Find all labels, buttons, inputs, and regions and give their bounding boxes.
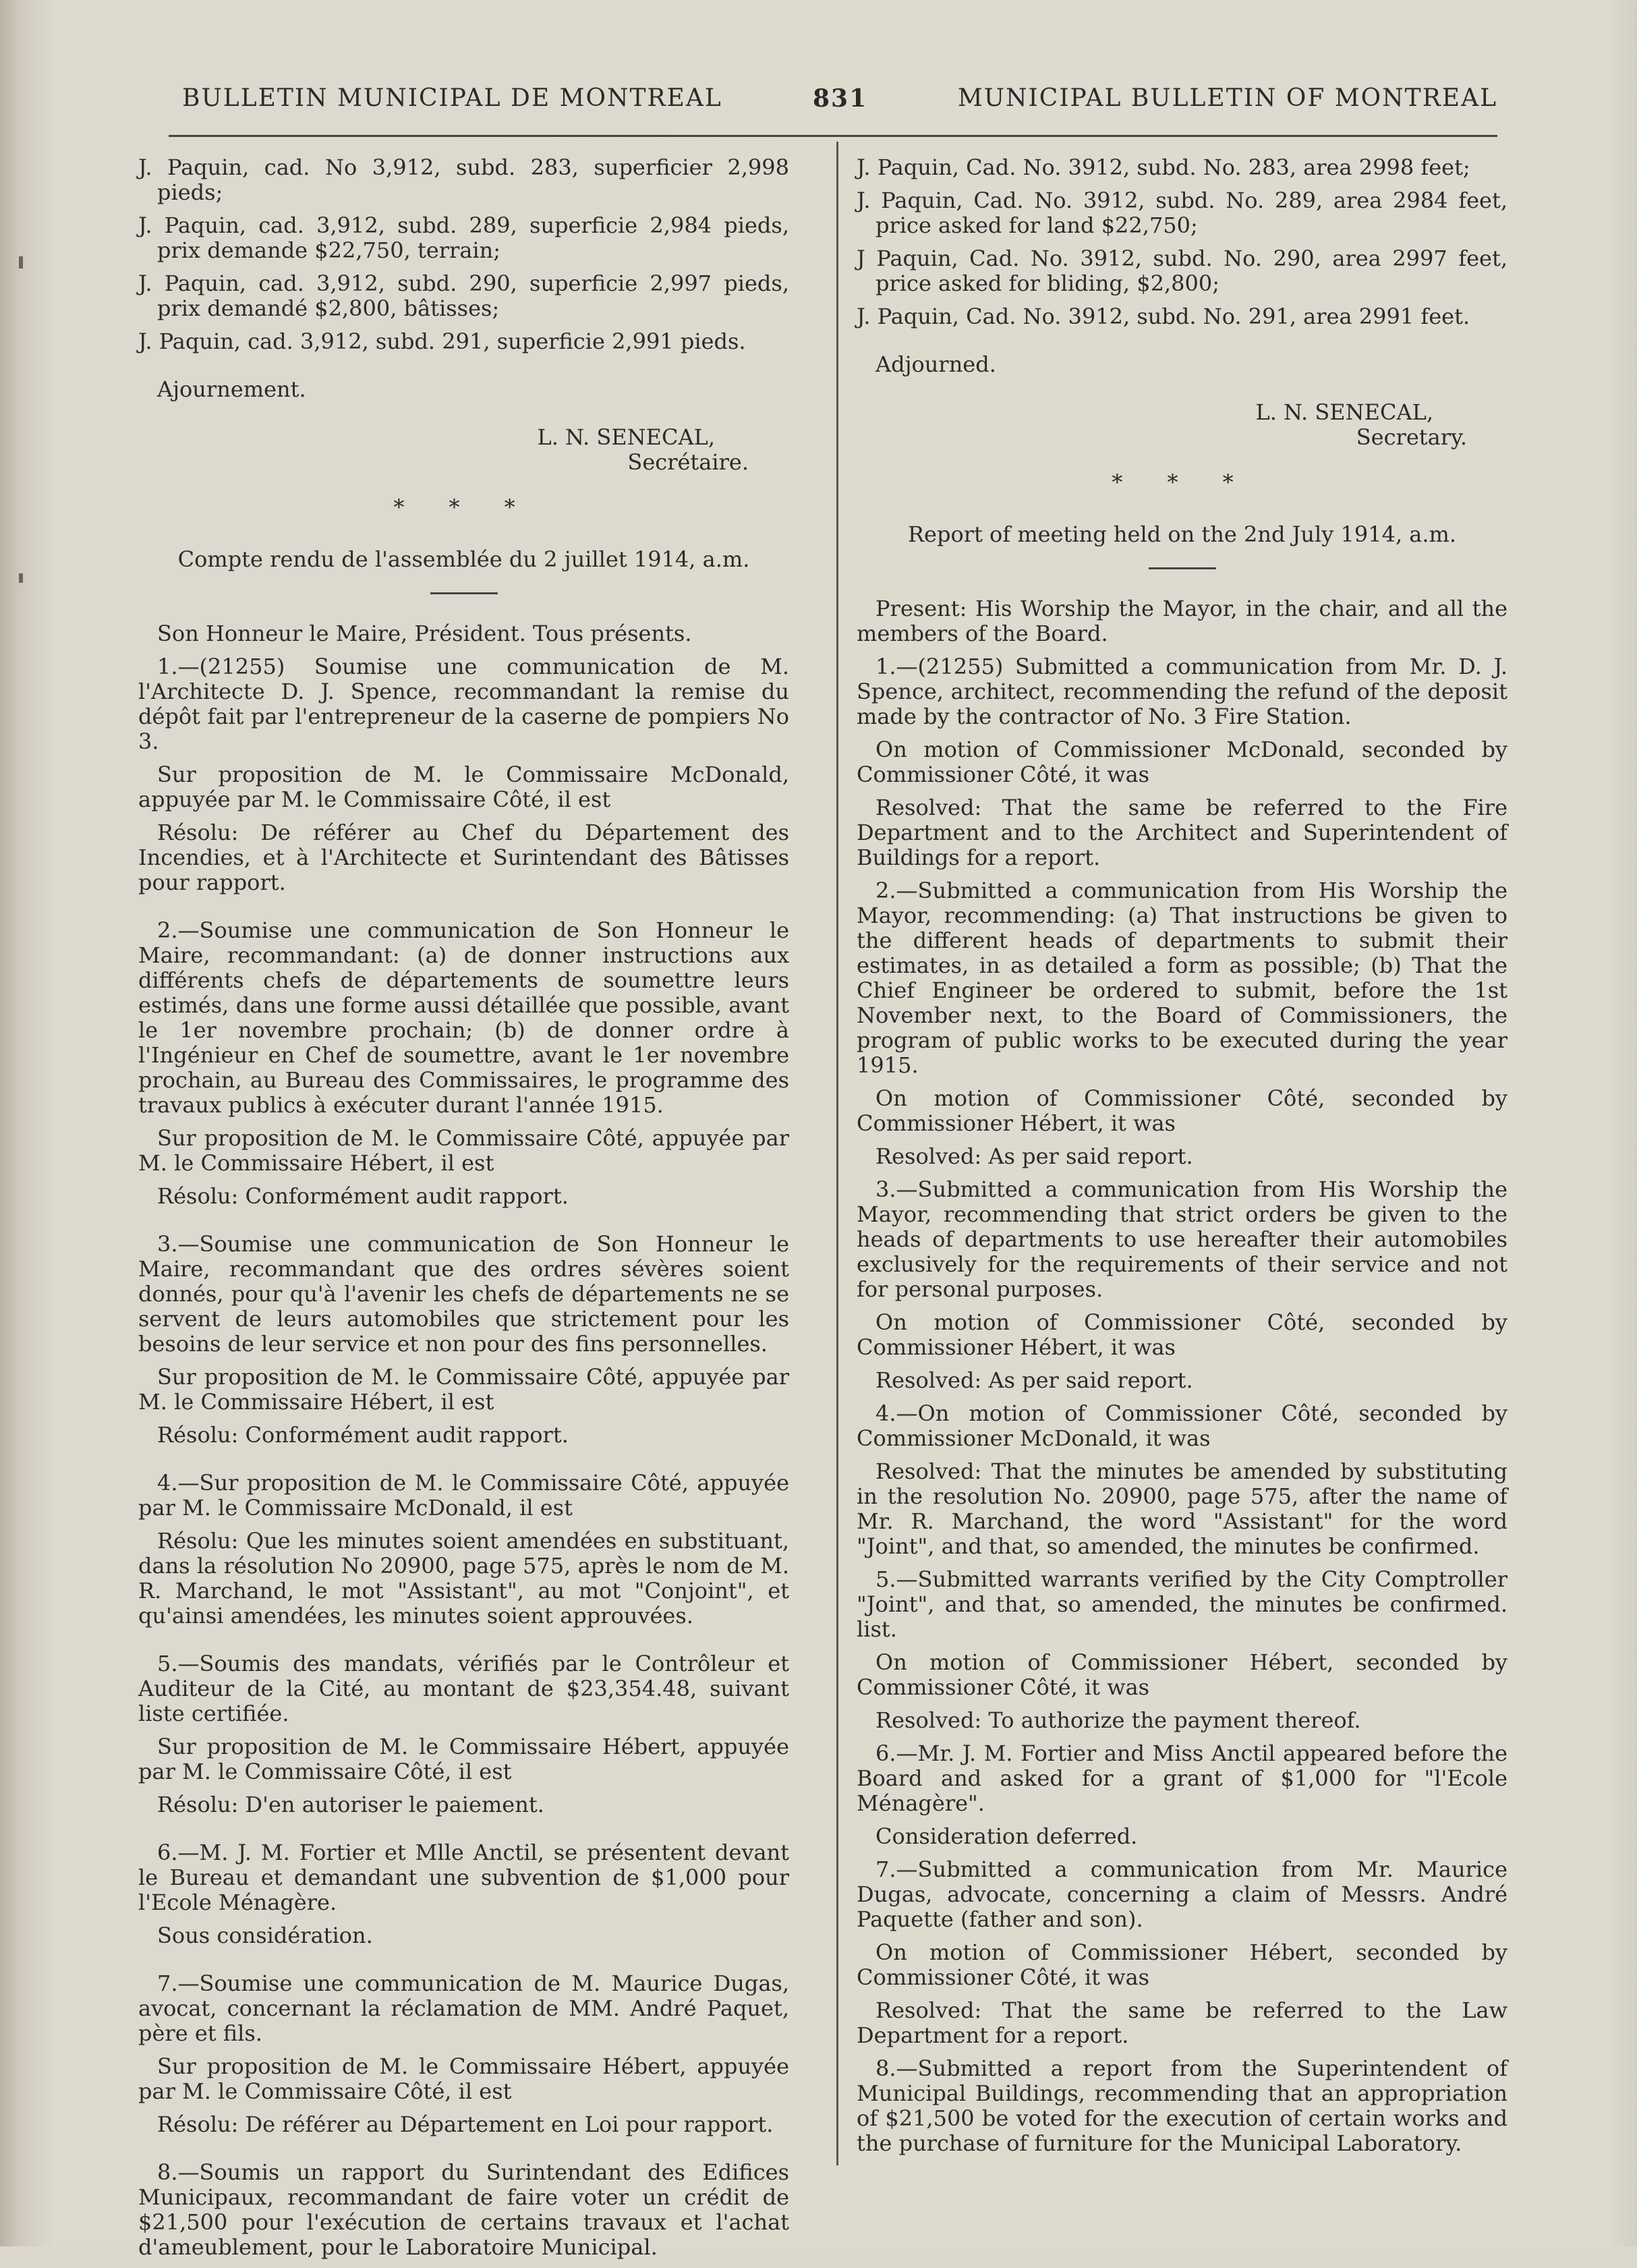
minute-paragraph: Resolved: That the same be referred to the Fire Department and to the Architect and Superintendent of Buildings for a report. [857,795,1507,870]
adjournment: Adjourned. [875,351,996,377]
minute-paragraph: Résolu: D'en autoriser le paiement. [157,1792,544,1817]
minute-paragraph: 7.—Submitted a communication from Mr. Maurice Dugas, advocate, concerning a claim of Messrs. André Paquette (father and son). [857,1856,1507,1932]
minute-paragraph: Resolved: As per said report. [875,1367,1193,1393]
minute-paragraph: Sous considération. [157,1923,373,1948]
minute-paragraph: Sur proposition de M. le Commissaire Côté, appuyée par M. le Commissaire Hébert, il est [138,1364,789,1415]
running-header [182,84,1497,125]
minute-paragraph: 3.—Submitted a communication from His Worship the Mayor, recommending that strict orders be given to the heads of departments to use hereafter their automobiles exclusively for the requirements of their service and not for personal purposes. [857,1176,1507,1302]
minute-paragraph: 1.—(21255) Submitted a communication from Mr. D. J. Spence, architect, recommending the refund of the deposit made by the contractor of No. 3 Fire Station. [857,654,1507,729]
signature-name: L. N. SENECAL, [537,424,715,450]
binding-mark [19,573,23,583]
minute-paragraph: Resolved: As per said report. [875,1143,1193,1169]
lot-item: J. Paquin, Cad. No. 3912, subd. No. 291, area 2991 feet. [857,304,1470,329]
minute-paragraph: On motion of Commissioner McDonald, seconded by Commissioner Côté, it was [857,737,1507,787]
meeting-title: Report of meeting held on the 2nd July 1914, a.m. [907,521,1457,547]
minute-paragraph: 8.—Soumis un rapport du Surintendant des Edifices Municipaux, recommandant de faire voter un crédit de $21,500 pour l'exécution de certains travaux et l'achat d'ameublement, pour le Laboratoire Municipal. [138,2159,789,2260]
section-separator: * * * [393,494,534,520]
header-left-title: BULLETIN MUNICIPAL DE MONTREAL [182,84,722,112]
signature-title: Secretary. [1356,424,1467,450]
minute-paragraph: On motion of Commissioner Hébert, seconded by Commissioner Côté, it was [857,1939,1507,1990]
minute-paragraph: On motion of Commissioner Côté, seconded by Commissioner Hébert, it was [857,1309,1507,1360]
meeting-title: Compte rendu de l'assemblée du 2 juillet 1914, a.m. [177,546,750,572]
minute-paragraph: Résolu: Conformément audit rapport. [157,1183,569,1209]
minute-paragraph: On motion of Commissioner Côté, seconded by Commissioner Hébert, it was [857,1085,1507,1136]
binding-mark [19,256,23,268]
lot-item: J. Paquin, cad. 3,912, subd. 291, superficie 2,991 pieds. [138,329,746,354]
minute-paragraph: 4.—On motion of Commissioner Côté, seconded by Commissioner McDonald, it was [857,1400,1507,1451]
minute-paragraph: 7.—Soumise une communication de M. Maurice Dugas, avocat, concernant la réclamation de MM. André Paquet, père et fils. [138,1971,789,2046]
signature-name: L. N. SENECAL, [1255,399,1433,425]
minute-paragraph: 8.—Submitted a report from the Superintendent of Municipal Buildings, recommending that an appropriation of $21,500 be voted for the execution of certain works and the purchase of furniture for the Municipal Laboratory. [857,2056,1507,2156]
french-column [138,155,789,2268]
minute-paragraph: Résolu: De référer au Département en Loi pour rapport. [157,2111,774,2137]
minute-paragraph: Resolved: To authorize the payment thereof. [875,1707,1361,1733]
minute-paragraph: Consideration deferred. [875,1823,1138,1849]
minute-paragraph: Resolved: That the minutes be amended by substituting in the resolution No. 20900, page 575, after the name of Mr. R. Marchand, the word "Assistant" for the word "Joint", and that, so amended, the minutes be confirmed. [857,1458,1507,1559]
minute-paragraph: 2.—Submitted a communication from His Worship the Mayor, recommending: (a) That instructions be given to the different heads of departments to submit their estimates, in as detailed a form as possible; (b) That the Chief Engineer be ordered to submit, before the 1st November next, to the Board of Commissioners, the program of public works to be executed during the year 1915. [857,878,1507,1078]
lot-item: J. Paquin, cad. No 3,912, subd. 283, superficier 2,998 pieds; [138,154,789,205]
minute-paragraph: Sur proposition de M. le Commissaire Hébert, appuyée par M. le Commissaire Côté, il est [138,1734,789,1784]
minute-paragraph: 5.—Soumis des mandats, vérifiés par le Contrôleur et Auditeur de la Cité, au montant de $23,354.48, suivant liste certifiée. [138,1651,789,1726]
minute-paragraph: Sur proposition de M. le Commissaire Côté, appuyée par M. le Commissaire Hébert, il est [138,1125,789,1176]
minute-paragraph: 5.—Submitted warrants verified by the City Comptroller "Joint", and that, so amended, the minutes be confirmed. list. [857,1566,1507,1642]
header-right-title: MUNICIPAL BULLETIN OF MONTREAL [957,84,1497,112]
minute-paragraph: 6.—Mr. J. M. Fortier and Miss Anctil appeared before the Board and asked for a grant of $1,000 for "l'Ecole Ménagère". [857,1740,1507,1816]
adjournment: Ajournement. [157,376,306,402]
attendance: Present: His Worship the Mayor, in the chair, and all the members of the Board. [857,596,1507,646]
attendance: Son Honneur le Maire, Président. Tous présents. [157,621,692,646]
minute-paragraph: Resolved: That the same be referred to the Law Department for a report. [857,1997,1507,2048]
header-rule [169,135,1497,137]
lot-item: J. Paquin, Cad. No. 3912, subd. No. 289, area 2984 feet, price asked for land $22,750; [857,188,1507,238]
minute-paragraph: Résolu: Que les minutes soient amendées en substituant, dans la résolution No 20900, page 575, après le nom de M. R. Marchand, le mot "Assistant", au mot "Conjoint", et qu'ainsi amendées, les minutes soient approuvées. [138,1528,789,1628]
minute-paragraph: 6.—M. J. M. Fortier et Mlle Anctil, se présentent devant le Bureau et demandant une subvention de $1,000 pour l'Ecole Ménagère. [138,1840,789,1915]
minute-paragraph: 1.—(21255) Soumise une communication de M. l'Architecte D. J. Spence, recommandant la remise du dépôt fait par l'entrepreneur de la caserne de pompiers No 3. [138,654,789,754]
lot-item: J Paquin, Cad. No. 3912, subd. No. 290, area 2997 feet, price asked for bliding, $2,800; [857,246,1507,296]
signature-title: Secrétaire. [627,449,749,475]
minute-paragraph: 4.—Sur proposition de M. le Commissaire Côté, appuyée par M. le Commissaire McDonald, il est [138,1470,789,1521]
english-column [857,155,1507,2164]
section-separator: * * * [1112,470,1253,495]
lot-item: J. Paquin, Cad. No. 3912, subd. No. 283, area 2998 feet; [857,154,1470,180]
minute-paragraph: On motion of Commissioner Hébert, seconded by Commissioner Côté, it was [857,1649,1507,1700]
minute-paragraph: 2.—Soumise une communication de Son Honneur le Maire, recommandant: (a) de donner instructions aux différents chefs de départements de soumettre leurs estimés, dans une forme aussi détaillée que possible, avant le 1er novembre prochain; (b) de donner ordre à l'Ingénieur en Chef de soumettre, avant le 1er novembre prochain, au Bureau des Commissaires, le programme des travaux publics à exécuter durant l'année 1915. [138,917,789,1118]
lot-item: J. Paquin, cad. 3,912, subd. 290, superficie 2,997 pieds, prix demandé $2,800, bâtisses; [138,271,789,321]
minute-paragraph: 3.—Soumise une communication de Son Honneur le Maire, recommandant que des ordres sévères soient donnés, pour qu'à l'avenir les chefs de départements ne se servent de leurs automobiles que strictement pour les besoins de leur service et non pour des fins personnelles. [138,1231,789,1357]
minute-paragraph: Résolu: Conformément audit rapport. [157,1422,569,1448]
minute-paragraph: Sur proposition de M. le Commissaire McDonald, appuyée par M. le Commissaire Côté, il est [138,762,789,812]
minute-paragraph: Résolu: De référer au Chef du Département des Incendies, et à l'Architecte et Surintendant des Bâtisses pour rapport. [138,820,789,895]
title-rule [1149,567,1216,569]
minute-paragraph: Sur proposition de M. le Commissaire Hébert, appuyée par M. le Commissaire Côté, il est [138,2053,789,2104]
lot-item: J. Paquin, cad. 3,912, subd. 289, superficie 2,984 pieds, prix demande $22,750, terrain; [138,212,789,263]
title-rule [430,592,498,594]
page-number: 831 [813,84,868,113]
column-divider [836,142,838,2165]
